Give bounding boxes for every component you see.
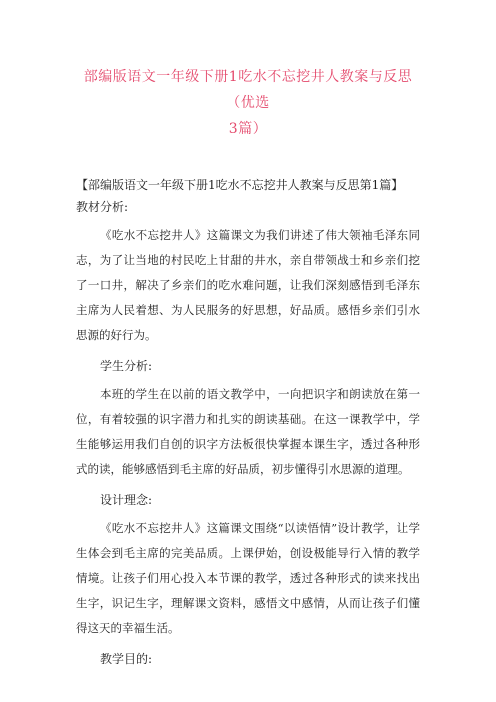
document-title-line-1: 部编版语文一年级下册1吃水不忘挖井人教案与反思（优选 (83, 69, 413, 111)
paragraph-textbook-analysis: 《吃水不忘挖井人》这篇课文为我们讲述了伟大领袖毛泽东同志，为了让当地的村民吃上甘甜的井水，亲自带领战士和乡亲们挖了一口井，解决了乡亲们的吃水难问题，让我们深刻感悟到毛泽东主席为人民着想、为人民服务的好思想，好品质。感悟乡亲们引水思源的好行为。 (76, 228, 420, 342)
document-title-line-2: 3篇） (228, 121, 268, 137)
label-design-concept: 设计理念: (100, 493, 153, 507)
section-heading: 【部编版语文一年级下册1吃水不忘挖井人教案与反思第1篇】 (76, 178, 404, 192)
paragraph-design-concept: 《吃水不忘挖井人》这篇课文围绕“以读悟情”设计教学，让学生体会到毛主席的完美品质。上课伊始，创设极能导行入情的教学情境。让孩子们用心投入本节课的教学，透过各种形式的读来找出生字，识记生字，理解课文资料，感悟文中感情，从而让孩子们懂得这天的幸福生活。 (76, 521, 420, 635)
paragraph-student-analysis: 本班的学生在以前的语文教学中，一向把识字和朗读放在第一位，有着较强的识字潜力和扎实的朗读基础。在这一课教学中，学生能够运用我们自创的识字方法板很快掌握本课生字，透过各种形式的读，能够感悟到毛主席的好品质，初步懂得引水思源的道理。 (76, 387, 420, 476)
label-student-analysis: 学生分析: (100, 359, 153, 373)
document-title (76, 64, 420, 142)
label-teaching-objectives: 教学目的: (100, 652, 153, 666)
label-textbook-analysis: 教材分析: (76, 200, 129, 214)
